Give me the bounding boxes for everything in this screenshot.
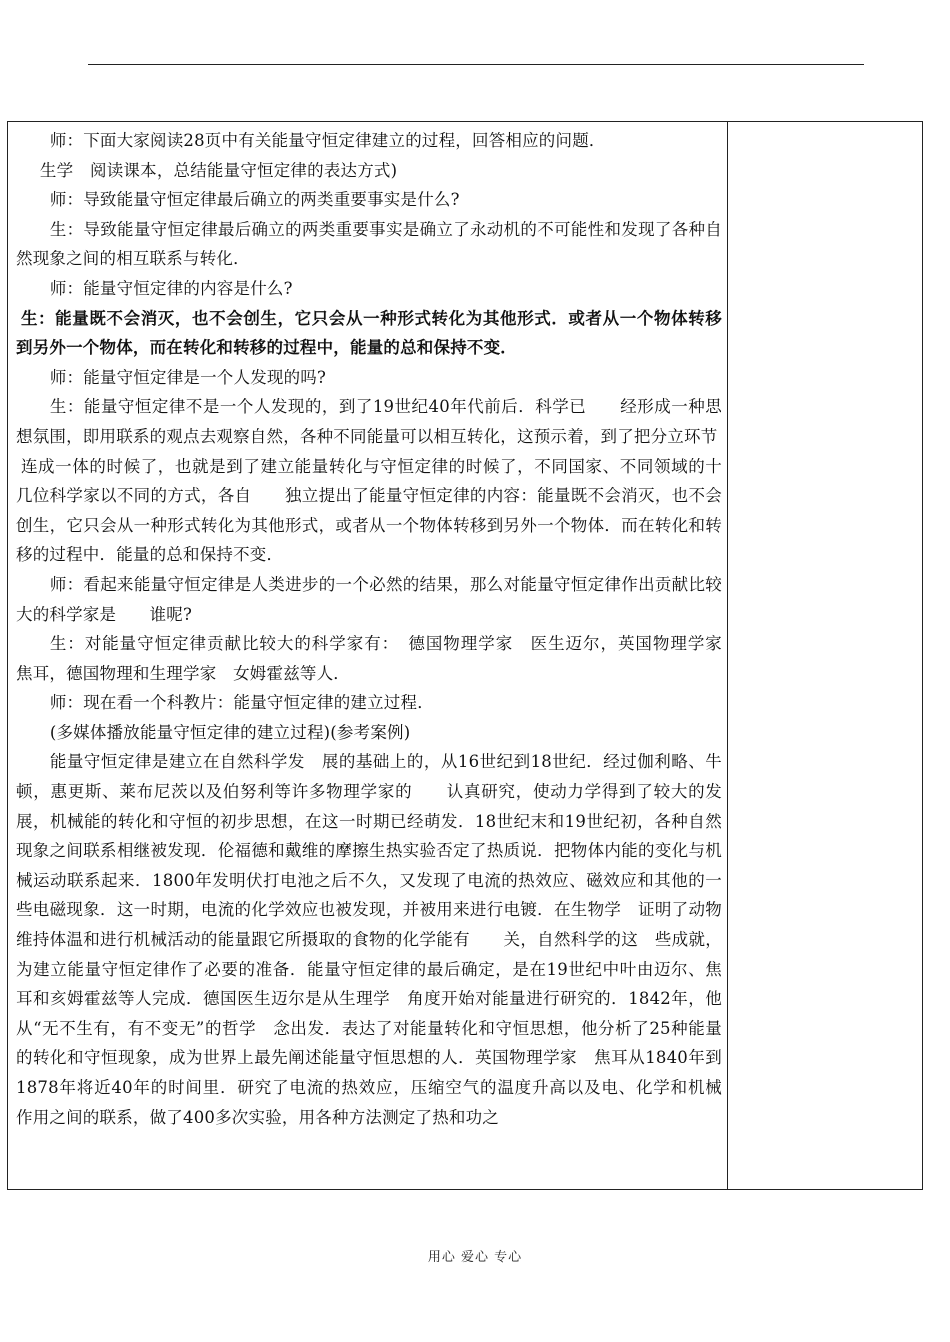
paragraph-1: 师：下面大家阅读28页中有关能量守恒定律建立的过程，回答相应的问题．: [49, 131, 606, 150]
paragraph-11: 生：对能量守恒定律贡献比较大的科学家有： 德国物理学家 医生迈尔，英国物理学家 焦耳，德国物理和生理学家 女姆霍兹等人．: [16, 634, 739, 683]
paragraph-5: 师：能量守恒定律的内容是什么?: [49, 278, 293, 298]
lesson-content: [16, 126, 756, 1132]
lesson-table: [7, 121, 923, 1190]
paragraph-2: 生学 阅读课本，总结能量守恒定律的表达方式): [39, 160, 398, 180]
paragraph-10: 师：看起来能量守恒定律是人类进步的一个必然的结果，那么对能量守恒定律作出贡献比较大的科学家是 谁呢?: [16, 574, 722, 624]
paragraph-13: (多媒体播放能量守恒定律的建立过程)(参考案例): [49, 722, 411, 742]
paragraph-4: 生：导致能量守恒定律最后确立的两类重要事实是确立了永动机的不可能性和发现了各种自然现象之间的相互联系与转化．: [16, 219, 722, 269]
paragraph-7: 师：能量守恒定律是一个人发现的吗?: [49, 367, 327, 387]
header-rule: [88, 64, 864, 65]
table-column-divider: [727, 122, 728, 1189]
page-footer: 用心 爱心 专心: [427, 1250, 523, 1265]
paragraph-12: 师：现在看一个科教片：能量守恒定律的建立过程．: [49, 693, 434, 713]
paragraph-6-bold-answer: 生：能量既不会消灭，也不会创生，它只会从一种形式转化为其他形式．或者从一个物体转移到另外一个物体，而在转化和转移的过程中，能量的总和保持不变．: [16, 308, 722, 358]
paragraph-14: 能量守恒定律是建立在自然科学发 展的基础上的，从16世纪到18世纪．经过伽利略、牛顿，惠更斯、莱布尼茨以及伯努利等许多物理学家的 认真研究，使动力学得到了较大的发展，机械能的转化和守恒的初步思想，在这一时期已经萌发．18世纪末和19世纪初，各种自然现象之间联系相继被发现．伦福德和戴维的摩擦生热实验否定了热质说．把物体内能的变化与机械运动联系起来．1800年发明伏打电池之后不久，又发现了电流的热效应、磁效应和其他的一些电磁现象．这一时期，电流的化学效应也被发现，并被用来进行电镀．在生物学 证明了动物维持体温和进行机械活动的能量跟它所摄取的食物的化学能有 关，自然科学的这 些成就，为建立能量守恒定律作了必要的准备．能量守恒定律的最后确定，是在19世纪中叶由迈尔、焦耳和亥姆霍兹等人完成．德国医生迈尔是从生理学 角度开始对能量进行研究的．1842年，他从“无不生有，有不变无”的哲学 念出发．表达了对能量转化和守恒思想，他分析了25种能量的转化和守恒现象，成为世界上最先阐述能量守恒思想的人．英国物理学家 焦耳从1840年到1878年将近40年的时间里．研究了电流的热效应，压缩空气的温度升高以及电、化学和机械 作用之间的联系，做了400多次实验，用各种方法测定了热和功之: [16, 752, 756, 1127]
paragraph-9: 连成一体的时候了，也就是到了建立能量转化与守恒定律的时候了，不同国家、不同领域的十几位科学家以不同的方式，各自 独立提出了能量守恒定律的内容：能量既不会消灭，也不会创生，它只会从一种形式转化为其他形式，或者从一个物体转移到另外一个物体．而在转化和转移的过程中．能量的总和保持不变．: [16, 456, 722, 565]
paragraph-3: 师：导致能量守恒定律最后确立的两类重要事实是什么?: [49, 190, 460, 210]
paragraph-8: 生：能量守恒定律不是一个人发现的，到了19世纪40年代前后．科学已 经形成一种思想氛围，即用联系的观点去观察自然，各种不同能量可以相互转化，这预示着，到了把分立环节: [16, 397, 722, 446]
